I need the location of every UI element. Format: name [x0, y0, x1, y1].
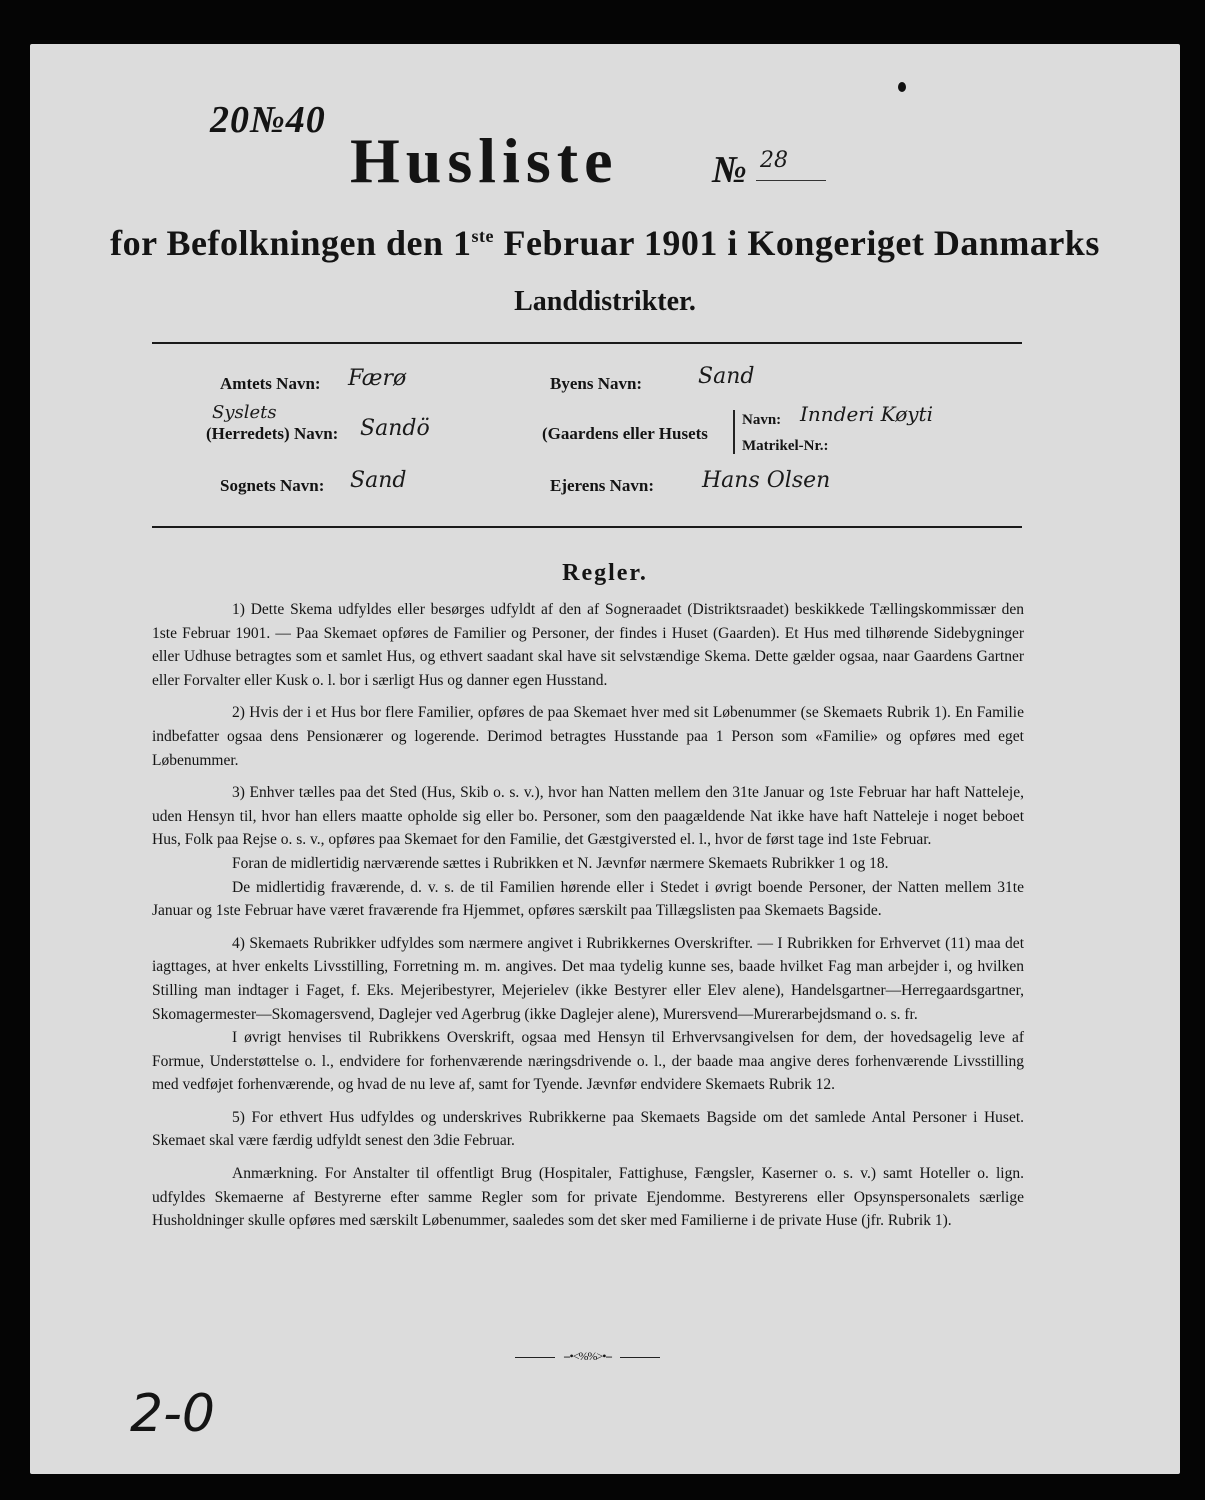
rule-paragraph: Foran de midlertidig nærværende sættes i Rubrikken et N. Jævnfør nærmere Skemaets Rubrikker 1 og 18. [232, 854, 889, 872]
matrikel-label: Matrikel-Nr.: [742, 438, 829, 454]
gaard-label: (Gaardens eller Husets [542, 424, 708, 443]
by-value: Sand [698, 364, 755, 389]
archive-stamp: 20№40 [210, 99, 326, 141]
remark-paragraph: Anmærkning. For Anstalter til offentligt Brug (Hospitaler, Fattighuse, Fængsler, Kaserner o. s. v.) samt Hoteller o. lign. udfyldes Skemaerne af Bestyrerne efter samme Regler som for private Ejendomme. Bestyrerens eller Opsynspersonalets særlige Husholdninger skulle opføres med særskilt Løbenummer, saaledes som det sker med Familierne i de private Huse (jfr. Rubrik 1). [152, 1165, 1024, 1230]
form-number-underline [756, 180, 826, 181]
form-number-value: 28 [760, 148, 788, 173]
bottom-divider [152, 526, 1022, 528]
form-subtitle-district: Landdistrikter. [514, 286, 696, 317]
rule-paragraph: I øvrigt henvises til Rubrikkens Overskrift, ogsaa med Hensyn til Erhvervsangivelsen for dem, der hovedsagelig leve af Formue, Understøttelse o. l., endvidere for forhenværende næringsdrivende o. l., der baade maa angive deres forhenværende Livsstilling med vedføjet forhenværende, og hvad de nu leve af, samt for Tyende. Jævnfør endvidere Skemaets Rubrik 12. [152, 1029, 1024, 1094]
ink-dot [898, 82, 906, 92]
rule-paragraph: 1) Dette Skema udfyldes eller besørges udfyldt af den af Sogneraadet (Distriktsraadet) beskikkede Tællingskommissær den 1ste Februar 1901. — Paa Skemaet opføres de Familier og Personer, der findes i Huset (Gaarden). Et Hus med tilhørende Sidebygninger eller Udhuse betragtes som et samlet Hus, og ethvert saadant skal have sit selvstændige Skema. Dette gælder ogsaa, naar Gaardens Gartner eller Forvalter eller Kusk o. l. bor i særligt Hus og danner egen Husstand. [152, 601, 1024, 689]
rules-text [152, 598, 1024, 1233]
rule-paragraph: 3) Enhver tælles paa det Sted (Hus, Skib o. s. v.), hvor han Natten mellem den 31te Januar og 1ste Februar har haft Natteleje, uden Hensyn til, hvor han ellers maatte opholde sig eller bo. Personer, som den paagældende Nat ikke have haft Natteleje i noget beboet Hus, Folk paa Rejse o. s. v., opføres paa Skemaet for den Familie, det Gæstgiversted el. l., hvor de først tage ind 1ste Februar. [152, 784, 1024, 849]
form-number-label: № [712, 149, 747, 191]
gaard-bracket [733, 410, 735, 454]
by-label: Byens Navn: [550, 374, 643, 393]
form-title: Husliste [350, 125, 619, 196]
sogn-value: Sand [350, 468, 407, 493]
amt-label: Amtets Navn: [220, 374, 321, 393]
rule-paragraph: 4) Skemaets Rubrikker udfyldes som nærmere angivet i Rubrikkernes Overskrifter. — I Rubrikken for Erhvervet (11) maa det iagttages, at hver enkelts Livsstilling, Forretning m. m. angives. Det maa tydelig kunne ses, baade hvilket Fag man arbejder i, og hvilken Stilling man indtager i Faget, f. Eks. Mejeribestyrer, Mejerielev (ikke Bestyrer eller Elev alene), Handelsgartner—Herregaardsgartner, Skomagermester—Skomagersvend, Daglejer ved Agerbrug (ikke Daglejer alene), Murersvend—Murerarbejdsmand o. s. fr. [152, 934, 1024, 1023]
handwritten-note: 2-0 [130, 1384, 215, 1444]
ejer-value: Hans Olsen [702, 468, 831, 493]
herred-value: Sandö [360, 416, 430, 441]
herred-label: (Herredets) Navn: [206, 424, 339, 443]
herred-handwritten-correction: Syslets [212, 402, 277, 423]
sogn-label: Sognets Navn: [220, 476, 325, 495]
ornament-mark: --•<%%>•-- [555, 1349, 620, 1364]
rule-paragraph: 5) For ethvert Hus udfyldes og underskrives Rubrikkerne paa Skemaets Bagside om det samlede Antal Personer i Huset. Skemaet skal være færdig udfyldt senest den 3die Februar. [152, 1108, 1024, 1150]
form-subtitle: for Befolkningen den 1ste Februar 1901 i Kongeriget Danmarks [110, 223, 1100, 263]
top-divider [152, 342, 1022, 344]
rules-heading: Regler. [562, 560, 648, 586]
gaard-navn-label: Navn: [742, 412, 782, 428]
gaard-navn-value: Innderi Køyti [800, 402, 933, 426]
census-form-page [30, 44, 1180, 1474]
rule-paragraph: De midlertidig fraværende, d. v. s. de til Familien hørende eller i Stedet i øvrigt boende Personer, der Natten mellem 31te Januar og 1ste Februar have været fraværende fra Hjemmet, opføres særskilt paa Tillægslisten paa Skemaets Bagside. [152, 878, 1024, 920]
ejer-label: Ejerens Navn: [550, 476, 655, 495]
amt-value: Færø [348, 366, 407, 391]
rule-paragraph: 2) Hvis der i et Hus bor flere Familier, opføres de paa Skemaet hver med sit Løbenummer (se Skemaets Rubrik 1). En Familie indbefatter ogsaa dens Pensionærer og logerende. Derimod betragtes Husstande paa 1 Person som «Familie» og opføres med eget Løbenummer. [152, 704, 1024, 769]
